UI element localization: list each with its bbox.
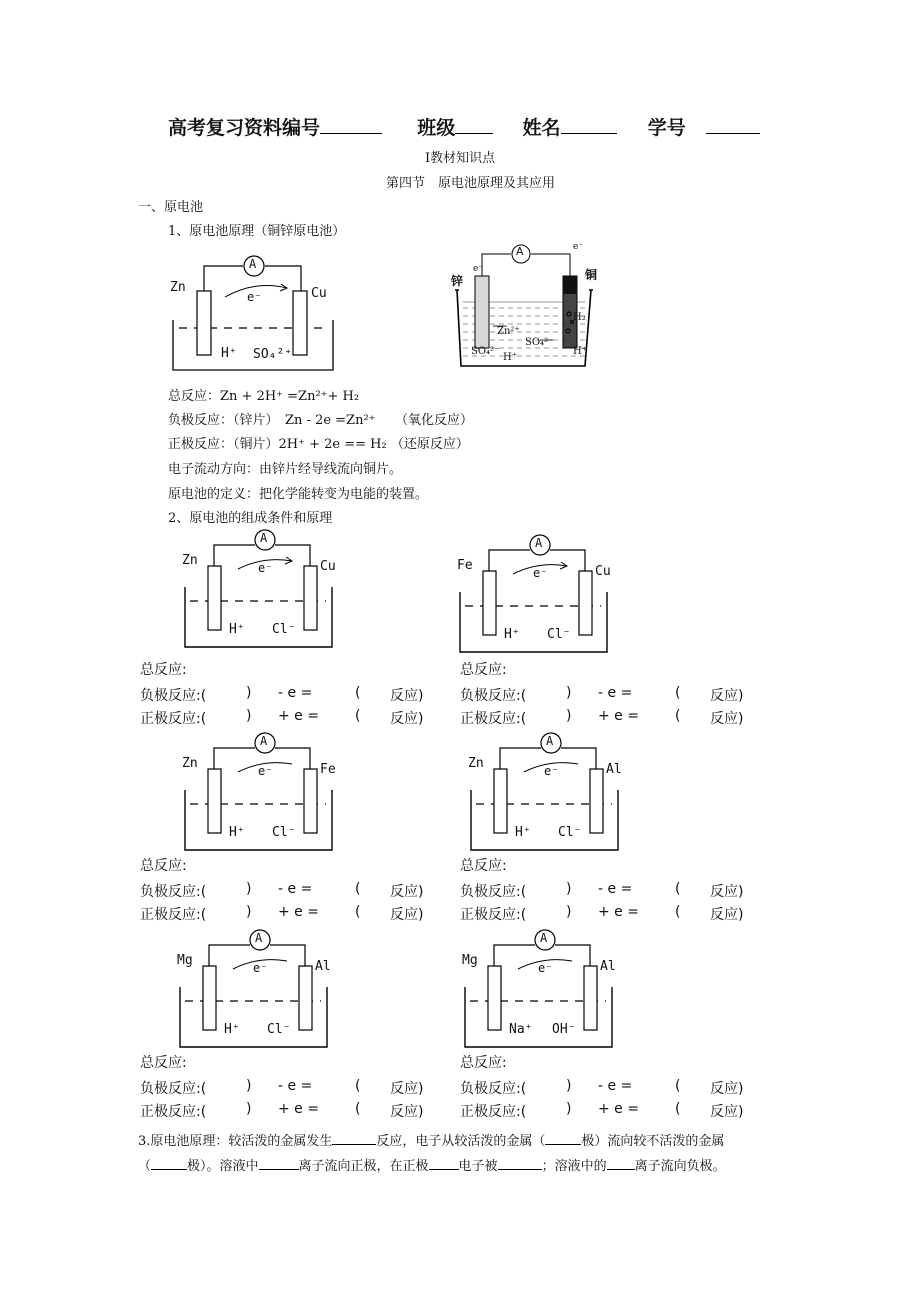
- pos-electrode-blank[interactable]: [538, 1101, 568, 1117]
- electron-label: e⁻: [258, 561, 273, 575]
- pos-electrode-blank[interactable]: [218, 708, 248, 724]
- negative-row: 负极反应:( ) - e = ( 反应): [140, 1078, 424, 1097]
- negative-row: 负极反应:( ) - e = ( 反应): [460, 1078, 744, 1097]
- right-electrode-label: Fe: [320, 762, 336, 777]
- electron-right-label: e⁻: [573, 242, 584, 252]
- item2-heading: 2、原电池的组成条件和原理: [168, 511, 333, 526]
- positive-row: 正极反应:( ) + e = ( 反应): [140, 1101, 424, 1120]
- positive-row: 正极反应:( ) + e = ( 反应): [140, 904, 424, 923]
- anion-label: Cl⁻: [547, 627, 571, 642]
- principle-line-2: （ 极）。溶液中 离子流向正极，在正极 电子被 ；溶液中的 离子流向负极。: [138, 1155, 726, 1174]
- positive-reaction: 正极反应：（铜片）2H⁺ + 2e == H₂ （还原反应）: [168, 437, 469, 452]
- negative-row: 负极反应:( ) - e = ( 反应): [140, 881, 424, 900]
- neg-electrode-blank[interactable]: [218, 881, 248, 897]
- cation-label: H⁺: [229, 825, 245, 840]
- left-electrode-label: Mg: [462, 953, 478, 968]
- right-electrode-label: Al: [315, 959, 331, 974]
- h2-label: H₂: [573, 312, 586, 323]
- principle-line-1: 3.原电池原理：较活泼的金属发生 反应，电子从较活泼的金属（ 极）流向较不活泼的金属: [138, 1130, 724, 1149]
- ion-h-label: H⁺: [221, 346, 237, 361]
- blank-gain-lose[interactable]: [429, 1155, 459, 1170]
- battery-definition: 原电池的定义：把化学能转变为电能的装置。: [168, 487, 429, 502]
- neg-electrode-blank[interactable]: [538, 1078, 568, 1094]
- so4-left-label: SO₄²⁻: [471, 346, 500, 357]
- electron-label: e⁻: [247, 290, 262, 304]
- section-heading: 一、原电池: [138, 200, 204, 215]
- cation-label: H⁺: [504, 627, 520, 642]
- reaction-block-2: [460, 659, 760, 731]
- meter-label: A: [260, 734, 268, 748]
- meter-label: A: [249, 257, 257, 271]
- anion-label: Cl⁻: [272, 622, 296, 637]
- right-electrode-label: Cu: [595, 564, 611, 579]
- cell-diagram-4: [466, 728, 646, 854]
- positive-row: 正极反应:( ) + e = ( 反应): [140, 708, 424, 727]
- electron-label: e⁻: [538, 961, 553, 975]
- blank-cation[interactable]: [259, 1155, 299, 1170]
- h-ion-right-label: H⁺: [573, 346, 587, 357]
- blank-oxidized-reduced[interactable]: [498, 1155, 542, 1170]
- reaction-block-3: [140, 855, 440, 927]
- right-electrode-label: Al: [606, 762, 622, 777]
- total-reaction-label: 总反应:: [460, 858, 507, 874]
- electron-label: e⁻: [258, 764, 273, 778]
- ion-so4-label: SO₄²⁺: [253, 347, 293, 362]
- meter-label: A: [540, 931, 548, 945]
- meter-label: A: [260, 531, 268, 545]
- total-reaction-label: 总反应:: [460, 1055, 507, 1071]
- pos-electrode-blank[interactable]: [218, 1101, 248, 1117]
- total-reaction-label: 总反应:: [140, 858, 187, 874]
- cell-diagram-2: [455, 530, 635, 656]
- positive-row: 正极反应:( ) + e = ( 反应): [460, 708, 744, 727]
- name-blank[interactable]: [561, 119, 617, 134]
- subtitle-textbook: Ⅰ教材知识点: [425, 151, 496, 166]
- cation-label: Na⁺: [509, 1022, 533, 1037]
- anion-label: Cl⁻: [558, 825, 582, 840]
- class-blank[interactable]: [455, 119, 493, 134]
- zinc-label: 锌: [451, 274, 464, 288]
- pos-electrode-blank[interactable]: [218, 904, 248, 920]
- electron-flow: 电子流动方向：由锌片经导线流向铜片。: [168, 462, 403, 477]
- positive-row: 正极反应:( ) + e = ( 反应): [460, 1101, 744, 1120]
- total-reaction-label: 总反应:: [460, 662, 507, 678]
- anion-label: OH⁻: [552, 1022, 576, 1037]
- reaction-block-5: [140, 1052, 440, 1124]
- cation-label: H⁺: [229, 622, 245, 637]
- negative-row: 负极反应:( ) - e = ( 反应): [460, 685, 744, 704]
- total-reaction: 总反应：Zn + 2H⁺ =Zn²⁺+ H₂: [168, 389, 360, 404]
- student-number-blank[interactable]: [706, 119, 760, 134]
- section-title: 第四节 原电池原理及其应用: [386, 176, 556, 191]
- pos-electrode-blank[interactable]: [538, 904, 568, 920]
- electron-label: e⁻: [533, 566, 548, 580]
- negative-row: 负极反应:( ) - e = ( 反应): [140, 685, 424, 704]
- meter-label: A: [255, 931, 263, 945]
- left-electrode-label: Zn: [468, 756, 484, 771]
- neg-electrode-blank[interactable]: [538, 881, 568, 897]
- so4-right-label: SO₄²⁻: [525, 337, 554, 348]
- student-number-label: 学号: [647, 117, 686, 139]
- neg-electrode-blank[interactable]: [538, 685, 568, 701]
- cation-label: H⁺: [515, 825, 531, 840]
- electron-label: e⁻: [544, 764, 559, 778]
- left-electrode-label: Zn: [182, 553, 198, 568]
- right-electrode-label: Al: [600, 959, 616, 974]
- left-electrode-label: Mg: [177, 953, 193, 968]
- neg-electrode-blank[interactable]: [218, 1078, 248, 1094]
- reaction-block-4: [460, 855, 760, 927]
- class-label: 班级: [417, 117, 456, 139]
- negative-reaction: 负极反应：（锌片） Zn - 2e =Zn²⁺ （氧化反应）: [168, 413, 474, 428]
- zinc-copper-beaker-diagram: [445, 236, 605, 376]
- reaction-block-6: [460, 1052, 760, 1124]
- left-electrode-label: Zn: [182, 756, 198, 771]
- positive-row: 正极反应:( ) + e = ( 反应): [460, 904, 744, 923]
- cell-diagram-5: [175, 925, 355, 1051]
- blank-active-electrode[interactable]: [545, 1130, 581, 1145]
- meter-label: A: [516, 245, 524, 258]
- item1-heading: 1、原电池原理（铜锌原电池）: [168, 224, 346, 239]
- negative-row: 负极反应:( ) - e = ( 反应): [460, 881, 744, 900]
- cell-diagram-6: [460, 925, 640, 1051]
- total-reaction-label: 总反应:: [140, 1055, 187, 1071]
- h-ion-label: H⁺: [503, 352, 517, 363]
- copper-label: 铜: [585, 268, 598, 282]
- left-electrode-label: Zn: [170, 280, 186, 295]
- name-label: 姓名: [522, 117, 561, 139]
- meter-label: A: [535, 536, 543, 550]
- blank-inactive-electrode[interactable]: [151, 1155, 187, 1170]
- title-label: 高考复习资料编号: [168, 117, 321, 139]
- number-blank[interactable]: [320, 119, 382, 134]
- blank-reaction-type[interactable]: [332, 1130, 376, 1145]
- right-electrode-label: Cu: [320, 559, 336, 574]
- electron-left-label: e⁻: [473, 264, 484, 274]
- zn-ion-label: Zn²⁺: [497, 326, 520, 337]
- cell-diagram-1: [180, 525, 360, 651]
- anion-label: Cl⁻: [272, 825, 296, 840]
- electron-label: e⁻: [253, 961, 268, 975]
- worksheet-header: [168, 113, 760, 140]
- pos-electrode-blank[interactable]: [538, 708, 568, 724]
- left-electrode-label: Fe: [457, 558, 473, 573]
- blank-anion[interactable]: [607, 1155, 635, 1170]
- zn-cu-cell-diagram: [165, 250, 345, 375]
- meter-label: A: [546, 734, 554, 748]
- total-reaction-label: 总反应:: [140, 662, 187, 678]
- reaction-block-1: [140, 659, 440, 731]
- cation-label: H⁺: [224, 1022, 240, 1037]
- neg-electrode-blank[interactable]: [218, 685, 248, 701]
- cell-diagram-3: [180, 728, 360, 854]
- right-electrode-label: Cu: [311, 286, 327, 301]
- anion-label: Cl⁻: [267, 1022, 291, 1037]
